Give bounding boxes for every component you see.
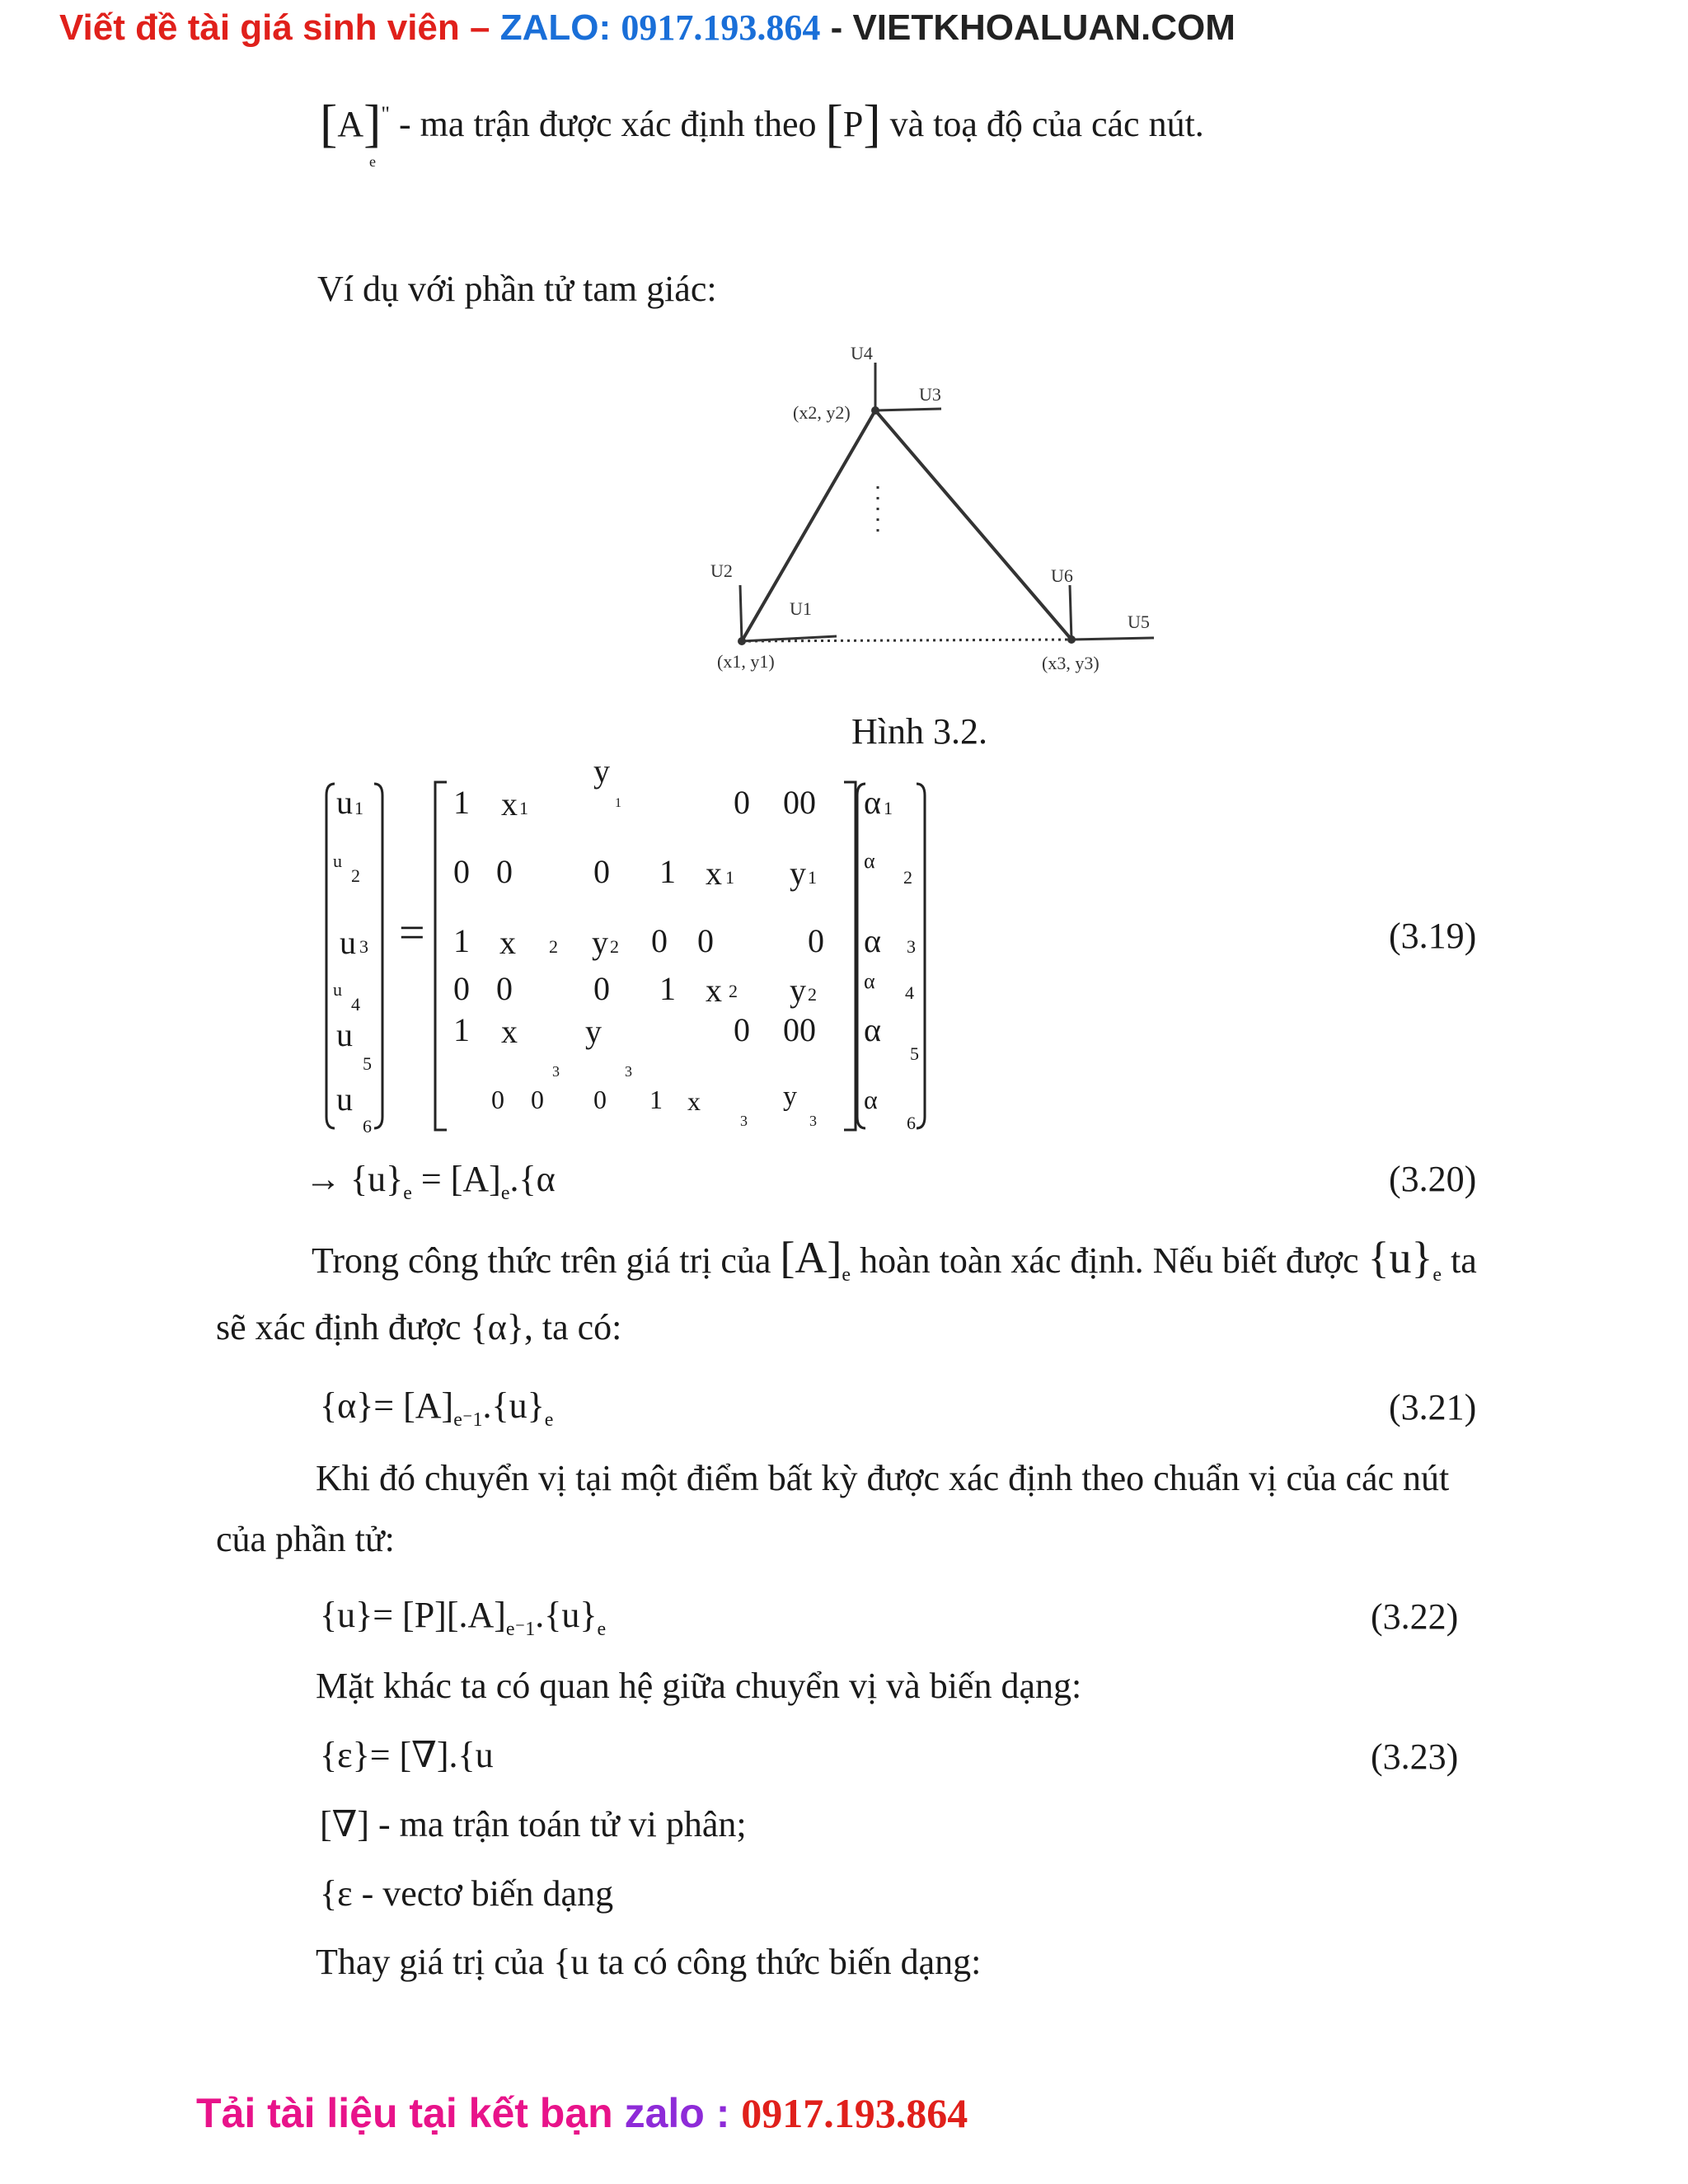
- label-n2: (x2, y2): [793, 402, 851, 423]
- nabla-definition: [∇] - ma trận toán tử vi phân;: [320, 1804, 747, 1844]
- label-u6: U6: [1051, 565, 1073, 586]
- equation-3-23: {ε}= [∇].{u: [320, 1735, 494, 1775]
- label-u1: U1: [790, 598, 812, 619]
- substitution-line: Thay giá trị của {u ta có công thức biến dạng:: [316, 1942, 982, 1982]
- equals-sign: =: [399, 907, 425, 958]
- equation-number-3-19: (3.19): [1389, 916, 1477, 956]
- label-u2: U2: [710, 560, 733, 581]
- paragraph-khi-do: Khi đó chuyển vị tại một điểm bất kỳ được xác định theo chuẩn vị của các nút: [316, 1458, 1450, 1498]
- label-n1: (x1, y1): [717, 651, 775, 672]
- label-n3: (x3, y3): [1042, 653, 1100, 673]
- equation-3-22: $\{u\}= [P][.A]_{e^-1}.\{u\}_e$: [320, 1595, 607, 1640]
- label-u3: U3: [919, 384, 941, 405]
- footer-zalo-label: zalo :: [624, 2090, 742, 2136]
- header-phone: 0917.193.864: [621, 7, 821, 48]
- node-3: [1067, 635, 1076, 644]
- equation-number-3-22: (3.22): [1371, 1596, 1459, 1637]
- equation-number-3-21: (3.21): [1389, 1387, 1477, 1427]
- epsilon-definition: {ε - vectơ biến dạng: [320, 1873, 614, 1914]
- header-banner: [59, 7, 1236, 49]
- figure-caption: Hình 3.2.: [851, 711, 987, 752]
- label-u4: U4: [851, 343, 873, 363]
- triangle-edge-23: [875, 410, 1071, 640]
- equation-number-3-20: (3.20): [1389, 1159, 1477, 1199]
- equation-3-20: → $\{u\}_e = [A]_e.\{\alpha$: [305, 1159, 556, 1204]
- paragraph-khi-do-line-2: của phần tử:: [216, 1519, 395, 1559]
- arrow-u6: [1070, 585, 1071, 640]
- label-u5: U5: [1128, 612, 1150, 632]
- matrix-a-definition: [A]" - ma trận được xác định theo [P] và toạ độ của các nút.: [320, 94, 1204, 152]
- arrow-u5: [1071, 638, 1154, 640]
- node-2: [871, 406, 879, 415]
- matrix-a-symbol: A: [337, 104, 364, 144]
- footer-text: Tải tài liệu tại kết bạn: [196, 2090, 625, 2136]
- matrix-a-subscript: e: [369, 153, 376, 170]
- alpha-vector-brace: [851, 779, 930, 1133]
- example-intro: Ví dụ với phần tử tam giác:: [317, 269, 717, 309]
- paragraph-mat-khac: Mặt khác ta có quan hệ giữa chuyển vị và biến dạng:: [316, 1666, 1082, 1706]
- node-1: [738, 637, 746, 645]
- triangle-element-figure: [692, 338, 1154, 692]
- header-site: - VIETKHOALUAN.COM: [820, 7, 1236, 48]
- paragraph-trong-cong-thuc: Trong công thức trên giá trị của $[A]_e$ hoàn toàn xác định. Nếu biết được $\{u\}_e$ ta: [312, 1233, 1477, 1286]
- footer-banner: [196, 2089, 968, 2137]
- arrow-u3: [875, 409, 941, 410]
- paragraph-line-2: sẽ xác định được {α}, ta có:: [216, 1307, 622, 1347]
- footer-phone: 0917.193.864: [741, 2090, 968, 2136]
- header-zalo-label: ZALO:: [499, 7, 621, 48]
- equation-3-21: $\{\alpha\}= [A]_{e^-1}.\{u\}_e$: [320, 1385, 554, 1431]
- header-text: Viết đề tài giá sinh viên –: [59, 7, 500, 48]
- arrow-u2: [740, 585, 742, 641]
- u-vector-brace: [323, 779, 389, 1133]
- equation-number-3-23: (3.23): [1371, 1736, 1459, 1777]
